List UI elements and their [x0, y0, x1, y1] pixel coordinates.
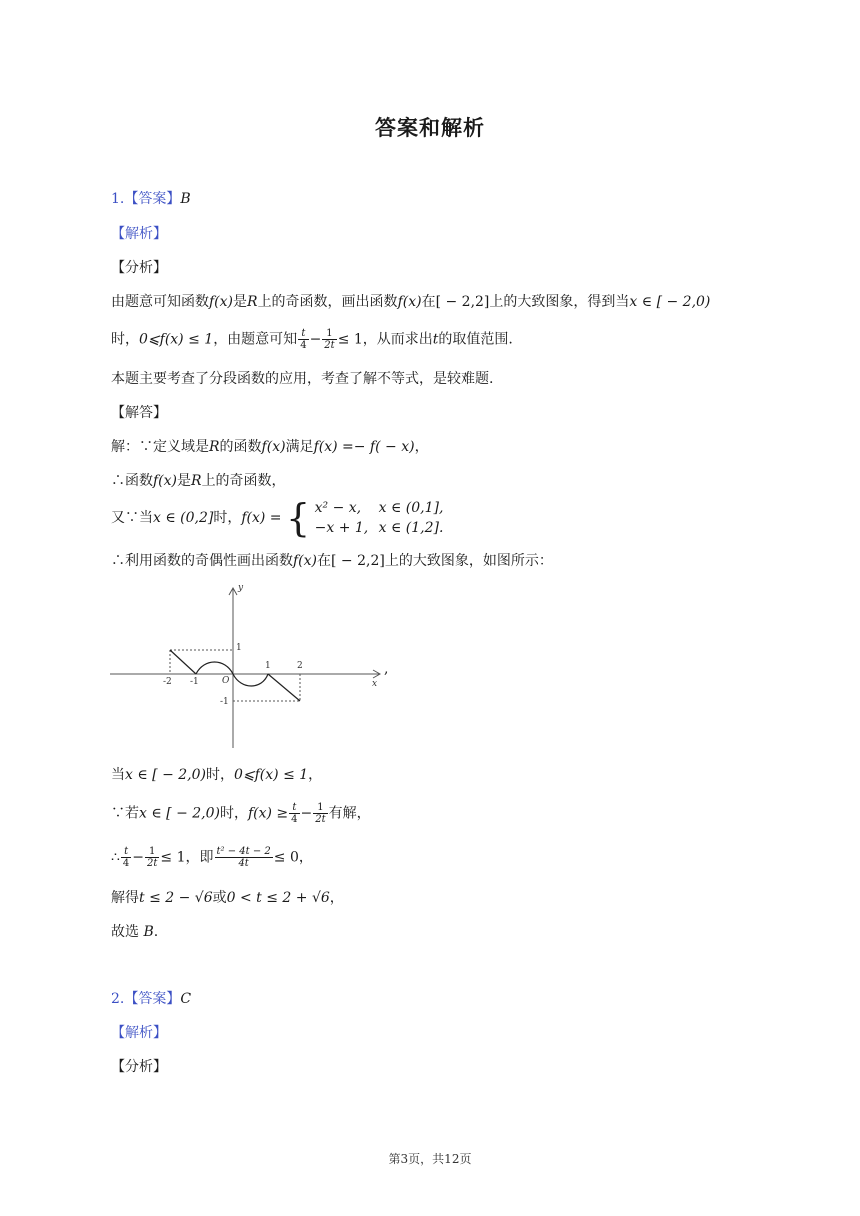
text: ，由题意可知: [213, 331, 298, 348]
q1-solution-line2: [111, 470, 751, 492]
math-quad-den: 4t: [238, 858, 249, 869]
math-x-range: x ∈ [ − 2,0): [139, 805, 220, 822]
q1-number: 1.: [111, 191, 125, 207]
q1-fenxi-line2: [111, 328, 751, 351]
case1-expr: x² − x,: [314, 500, 362, 516]
math-x-range: x ∈ [ − 2,0): [125, 767, 206, 783]
text: 时，: [219, 805, 248, 822]
text: 上的大致图象，如图所示：: [384, 553, 553, 569]
piecewise-definition: [286, 498, 443, 538]
figure-trailing-comma: ,: [384, 661, 389, 677]
text: 上的奇函数，画出函数: [257, 294, 398, 310]
math-minus: −: [300, 805, 313, 822]
math-odd-eq: f(x) =− f( − x): [313, 439, 415, 455]
tick-1: 1: [265, 661, 271, 671]
math-4: 4: [300, 340, 307, 351]
q2-answer-line: [111, 988, 751, 1010]
math-t: t: [292, 802, 297, 813]
text: 的函数: [219, 439, 262, 455]
text: ∴: [111, 849, 120, 866]
fraction-t-over-4: [289, 802, 299, 825]
math-fx-ge: f(x) ≥: [247, 805, 289, 822]
text: 解：∵定义域是: [111, 439, 209, 455]
q1-answer: B: [180, 191, 191, 207]
text: 上的大致图象，得到当: [489, 294, 630, 310]
text: .: [153, 924, 159, 940]
text: 在: [421, 294, 436, 310]
text: ∵若: [111, 805, 139, 822]
math-R: R: [191, 473, 202, 489]
math-fx: f(x): [261, 439, 286, 455]
math-interval: [ − 2,2]: [331, 553, 385, 569]
text: 是: [177, 473, 192, 489]
math-fx: f(x): [293, 553, 318, 569]
ytick-1: 1: [236, 643, 242, 653]
q1-solution-line4: [111, 550, 751, 572]
math-quad-num: t² − 4t − 2: [216, 846, 271, 857]
math-R: R: [247, 294, 258, 310]
q2-number: 2.: [111, 991, 125, 1007]
text: 当: [111, 767, 125, 783]
math-4: 4: [291, 814, 298, 825]
q1-answer-tag: 【答案】: [124, 191, 181, 207]
piecewise-cases: [315, 498, 444, 538]
curve-segment-left-arc: [196, 662, 233, 674]
text: 是: [233, 294, 248, 310]
q1-solution-line7: ∴ $\frac{t}{4}$ − $\frac{1}{2t}$ ≤ 1，即 $\frac{\text{t² − 4t − 2}}{4t}$ ≤ 0，: [111, 846, 313, 869]
text: ，即: [185, 849, 214, 866]
math-minus: −: [309, 331, 322, 348]
text: 时，: [213, 510, 242, 526]
fraction-1-over-2t: [322, 328, 336, 351]
text: 故选: [111, 924, 139, 940]
math-R: R: [209, 439, 220, 455]
curve-segment-right-line: [268, 674, 300, 701]
q1-analysis-tag: 【解析】: [111, 226, 167, 242]
text: 有解，: [328, 805, 371, 822]
left-brace: {: [286, 496, 311, 540]
math-fx: f(x): [209, 294, 234, 310]
text: ，从而求出: [362, 331, 433, 348]
math-fx-range: 0⩽f(x) ≤ 1: [139, 331, 214, 348]
math-1: 1: [322, 328, 336, 340]
math-le0: ≤ 0: [273, 849, 299, 866]
q2-fenxi-tag: 【分析】: [111, 1059, 167, 1075]
case2-expr: −x + 1,: [314, 520, 369, 536]
text: 时，: [205, 767, 234, 783]
math-fx-range: 0⩽f(x) ≤ 1: [233, 767, 309, 783]
fraction-t-over-4: [121, 846, 131, 869]
q2-answer-tag: 【答案】: [124, 991, 181, 1007]
fraction-1-over-2t: [313, 802, 327, 825]
math-2t: 2t: [324, 340, 335, 351]
text: 时，: [111, 331, 139, 348]
math-le1: ≤ 1: [160, 849, 186, 866]
math-x-in-02: x ∈ (0,2]: [153, 510, 214, 526]
q1-summary: 本题主要考查了分段函数的应用，考查了解不等式，是较难题.: [111, 371, 494, 387]
math-x-range: x ∈ [ − 2,0): [629, 294, 711, 310]
choice-letter: B: [143, 924, 154, 940]
math-minus: −: [132, 849, 145, 866]
case1-cond: x ∈ (0,1],: [378, 500, 444, 516]
text: 在: [317, 553, 332, 569]
math-4: 4: [122, 858, 130, 869]
text: 上的奇函数，: [201, 473, 286, 489]
fraction-quadratic: [215, 846, 273, 869]
math-fx-eq: f(x) =: [241, 510, 282, 526]
math-2t: 2t: [315, 814, 326, 825]
math-solution2: 0 < t ≤ 2 + √6: [226, 890, 330, 906]
math-fx: f(x): [153, 473, 178, 489]
curve-segment-right-arc: [233, 674, 268, 686]
tick-m2: -2: [163, 677, 172, 687]
y-axis-label: y: [238, 583, 244, 593]
fraction-t-over-4: [298, 328, 308, 351]
text: 解得: [111, 890, 139, 906]
q1-solution-line9: [111, 921, 751, 943]
q2-analysis-tag: 【解析】: [111, 1025, 167, 1041]
q1-solution-line5: 当x ∈ [ − 2,0)时，0⩽f(x) ≤ 1，: [111, 767, 323, 783]
text: 的取值范围.: [438, 331, 513, 348]
math-interval: [ − 2,2]: [435, 294, 490, 310]
math-1: 1: [145, 846, 159, 858]
q1-answer-line: [111, 188, 751, 210]
math-le1: ≤ 1: [337, 331, 363, 348]
text: 或: [212, 890, 227, 906]
text: ∴利用函数的奇偶性画出函数: [111, 553, 293, 569]
curve-segment-left-line: [170, 650, 196, 674]
q1-solution-line1: 解：∵定义域是R的函数f(x)满足f(x) =− f( − x)，: [111, 439, 429, 455]
q1-solution-line6: [111, 802, 751, 825]
math-t: t: [301, 328, 306, 339]
q1-jieda-tag: 【解答】: [111, 405, 167, 421]
origin-label: O: [222, 676, 230, 686]
math-solution1: t ≤ 2 − √6: [139, 890, 213, 906]
math-1: 1: [313, 802, 327, 814]
tick-m1: -1: [190, 677, 199, 687]
text: 满足: [285, 439, 314, 455]
q1-fenxi-line1: [111, 291, 751, 313]
text: ∴函数: [111, 473, 153, 489]
math-fx: f(x): [397, 294, 422, 310]
tick-2: 2: [297, 661, 303, 671]
fraction-1-over-2t: [145, 846, 159, 869]
q1-solution-line8: 解得t ≤ 2 − √6或0 < t ≤ 2 + √6，: [111, 890, 344, 906]
page-title: 答案和解析: [375, 116, 485, 140]
text: 由题意可知函数: [111, 294, 209, 310]
x-axis-label: x: [372, 679, 378, 689]
case2-cond: x ∈ (1,2].: [378, 520, 444, 536]
page-footer: 第3页，共12页: [388, 1152, 472, 1166]
text: 又∵当: [111, 510, 153, 526]
function-graph: [108, 580, 398, 752]
ytick-m1: -1: [220, 697, 229, 707]
math-2t: 2t: [147, 858, 158, 869]
math-t: t: [432, 331, 439, 348]
q2-answer: C: [180, 991, 192, 1007]
q1-solution-line3: [111, 498, 751, 538]
math-t: t: [124, 846, 129, 857]
q1-fenxi-tag: 【分析】: [111, 260, 167, 276]
